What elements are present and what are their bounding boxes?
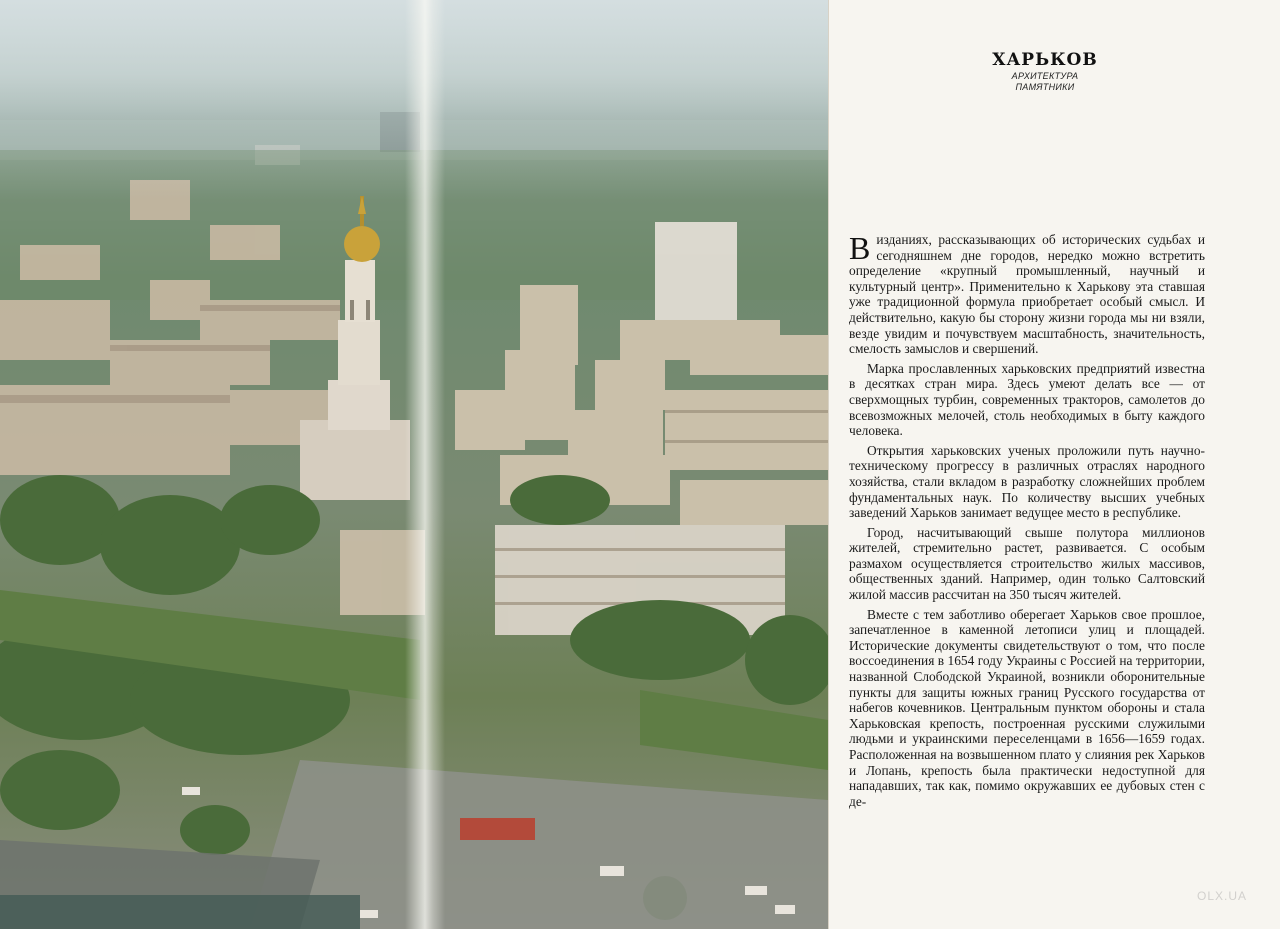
paragraph-5: Вместе с тем заботливо оберегает Харьков свое прошлое, запечатленное в каменной летописи улиц и площадей. Исторические документы свидетельствуют о том, что после воссоединения в 1654 году Украины с Россией на территории, названной Слободской Украиной, возникли оборонительные пункты для защиты южных границ Русского государства от набегов кочевников. Центральным пунктом обороны и стала Харьковская крепость, построенная русскими служилыми людьми и украинскими переселенцами в 1656—1659 годах. Расположенная на возвышенном плато у слияния рек Харьков и Лопань, крепость была практически недоступной для нападавших, так как, помимо окружавших ее дубовых стен с де- [849,606,1205,809]
paragraph-2: Марка прославленных харьковских предприятий известна в десятках стран мира. Здесь умеют делать все — от сверхмощных турбин, современных тракторов, самолетов до всевозможных мелочей, столь необходимых в быту каждого человека. [849,360,1205,439]
book-subtitle-line2: ПАМЯТНИКИ [1015,82,1075,92]
watermark: OLX.UA [1196,889,1247,903]
drop-cap: В [849,230,871,266]
article-body [849,232,1205,813]
paragraph-3: Открытия харьковских ученых проложили путь научно-техническому прогрессу в различных отраслях народного хозяйства, стали вкладом в разработку сложнейших проблем фундаментальных наук. По количеству высших учебных заведений Харьков занимает ведущее место в республике. [849,442,1205,521]
book-subtitle-line1: АРХИТЕКТУРА [1011,71,1079,81]
paragraph-1 [849,232,1205,357]
paragraph-4: Город, насчитывающий свыше полутора миллионов жителей, стремительно растет, развивается. С особым размахом осуществляется строительство жилых массивов, общественных зданий. Например, один только Салтовский жилой массив рассчитан на 350 тысяч жителей. [849,524,1205,603]
title-block [965,50,1125,92]
book-title: ХАРЬКОВ [992,50,1098,70]
text-page [828,0,1280,929]
paragraph-1-text: изданиях, рассказывающих об исторических судьбах и сегодняшнем дне городов, нередко можно встретить определение «крупный промышленный, научный и культурный центр». Применительно к Харькову эта ставшая уже традиционной формула приобретает особый смысл. И действительно, какую бы сторону жизни города мы ни взяли, везде увидим и почувствуем масштабность, значительность, смелость замыслов и свершений. [849,232,1205,357]
